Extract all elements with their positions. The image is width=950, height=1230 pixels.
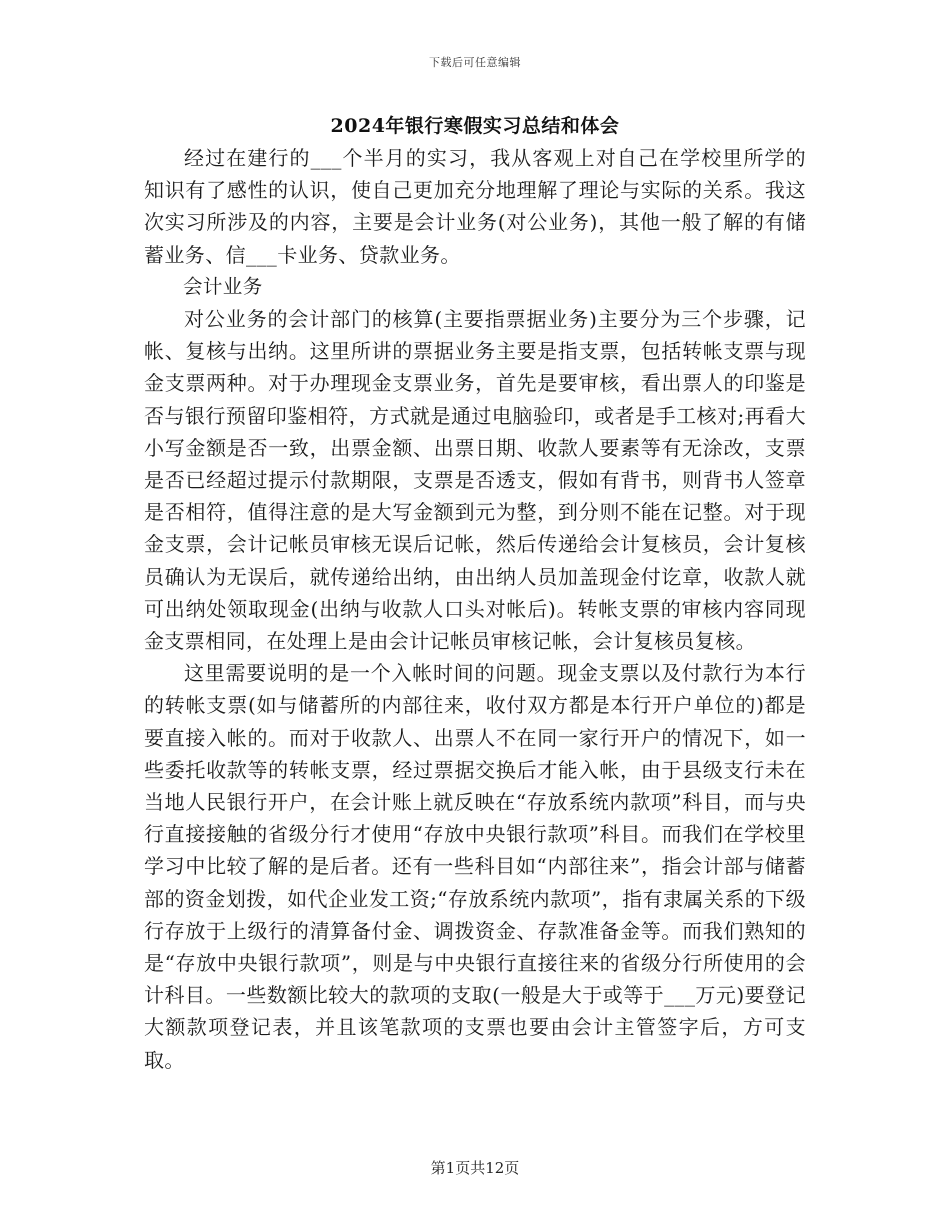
paragraph-accounting-process: 对公业务的会计部门的核算(主要指票据业务)主要分为三个步骤，记帐、复核与出纳。这里所讲的票据业务主要是指支票，包括转帐支票与现金支票两种。对于办理现金支票业务，首先是要审核，看出票人的印鉴是否与银行预留印鉴相符，方式就是通过电脑验印，或者是手工核对;再看大小写金额是否一致，出票金额、出票日期、收款人要素等有无涂改，支票是否已经超过提示付款期限，支票是否透支，假如有背书，则背书人签章是否相符，值得注意的是大写金额到元为整，到分则不能在记整。对于现金支票，会计记帐员审核无误后记帐，然后传递给会计复核员，会计复核员确认为无误后，就传递给出纳，由出纳人员加盖现金付讫章，收款人就可出纳处领取现金(出纳与收款人口头对帐后)。转帐支票的审核内容同现金支票相同，在处理上是由会计记帐员审核记帐，会计复核员复核。 (144, 307, 806, 654)
paragraph-posting-time: 这里需要说明的是一个入帐时间的问题。现金支票以及付款行为本行的转帐支票(如与储蓄所的内部往来，收付双方都是本行开户单位的)都是要直接入帐的。而对于收款人、出票人不在同一家行开户的情况下，如一些委托收款等的转帐支票，经过票据交换后才能入帐，由于县级支行未在当地人民银行开户，在会计账上就反映在“存放系统内款项”科目，而与央行直接接触的省级分行才使用“存放中央银行款项”科目。而我们在学校里学习中比较了解的是后者。还有一些科目如“内部往来”，指会计部与储蓄部的资金划拨，如代企业发工资;“存放系统内款项”，指有隶属关系的下级行存放于上级行的清算备付金、调拨资金、存款准备金等。而我们熟知的是“存放中央银行款项”，则是与中央银行直接往来的省级分行所使用的会计科目。一些数额比较大的款项的支取(一般是大于或等于___万元)要登记大额款项登记表，并且该笔款项的支票也要由会计主管签字后，方可支取。 (144, 661, 806, 1072)
document-title: 2024年银行寒假实习总结和体会 (330, 115, 620, 137)
paragraph-intro: 经过在建行的___个半月的实习，我从客观上对自己在学校里所学的知识有了感性的认识，使自己更加充分地理解了理论与实际的关系。我这次实习所涉及的内容，主要是会计业务(对公业务)，其他一般了解的有储蓄业务、信___卡业务、贷款业务。 (144, 146, 806, 267)
page-header-note: 下载后可任意编辑 (429, 56, 521, 69)
page-number: 第1页共12页 (430, 1159, 520, 1177)
document-body (144, 142, 806, 1076)
section-heading-accounting: 会计业务 (183, 274, 263, 298)
